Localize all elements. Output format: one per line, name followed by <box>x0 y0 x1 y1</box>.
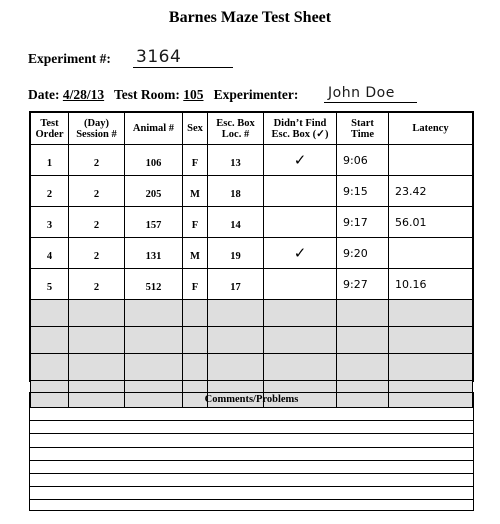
results-table <box>29 111 474 382</box>
cell-didnt-find[interactable] <box>264 176 337 207</box>
cell-animal: 205 <box>125 176 183 207</box>
blank-cell[interactable] <box>31 354 69 381</box>
comment-line <box>30 486 473 499</box>
header-test-order <box>31 113 69 145</box>
header-latency-line: Latency <box>412 123 449 134</box>
cell-didnt-find[interactable]: ✓ <box>264 145 337 176</box>
blank-cell[interactable] <box>183 300 208 327</box>
cell-start[interactable]: 9:27 <box>337 269 389 300</box>
table-row <box>31 269 473 300</box>
header-session-line: Session # <box>76 128 117 140</box>
header-latency <box>389 113 473 145</box>
session-info-line <box>28 87 298 103</box>
cell-session: 2 <box>69 238 125 269</box>
cell-didnt-find[interactable] <box>264 207 337 238</box>
cell-session: 2 <box>69 207 125 238</box>
cell-latency[interactable] <box>389 238 473 269</box>
cell-start[interactable]: 9:15 <box>337 176 389 207</box>
blank-cell[interactable] <box>389 327 473 354</box>
header-start-time-line: Time <box>350 128 375 140</box>
table-row <box>31 207 473 238</box>
cell-latency[interactable]: 23.42 <box>389 176 473 207</box>
comments-title: Comments/Problems <box>204 394 299 405</box>
header-start-time <box>337 113 389 145</box>
cell-animal: 157 <box>125 207 183 238</box>
header-esc-box-loc-line: Loc. # <box>221 128 250 140</box>
header-session-line: (Day) <box>83 117 110 129</box>
cell-latency[interactable]: 10.16 <box>389 269 473 300</box>
cell-sex: M <box>183 176 208 207</box>
experiment-number-field[interactable]: 3164 <box>133 47 233 68</box>
cell-start[interactable]: 9:20 <box>337 238 389 269</box>
blank-cell[interactable] <box>31 327 69 354</box>
blank-cell[interactable] <box>264 327 337 354</box>
blank-cell[interactable] <box>125 327 183 354</box>
blank-cell[interactable] <box>337 300 389 327</box>
cell-animal: 106 <box>125 145 183 176</box>
header-didnt-find-line: Esc. Box (✓) <box>271 128 329 140</box>
room-value[interactable]: 105 <box>183 87 204 102</box>
cell-session: 2 <box>69 145 125 176</box>
header-sex <box>183 113 208 145</box>
cell-session: 2 <box>69 176 125 207</box>
cell-latency[interactable]: 56.01 <box>389 207 473 238</box>
table-row <box>31 238 473 269</box>
header-esc-box-loc <box>208 113 264 145</box>
comment-line <box>30 499 473 512</box>
experimenter-field[interactable]: John Doe <box>324 84 417 103</box>
header-esc-box-loc-line: Esc. Box <box>216 117 255 129</box>
header-sex-line: Sex <box>187 123 203 134</box>
date-value[interactable]: 4/28/13 <box>62 87 105 102</box>
cell-sex: F <box>183 269 208 300</box>
table-row <box>31 145 473 176</box>
comment-line <box>30 433 473 446</box>
header-animal <box>125 113 183 145</box>
comment-line <box>30 473 473 486</box>
comment-line <box>30 407 473 420</box>
blank-cell[interactable] <box>208 300 264 327</box>
cell-didnt-find[interactable] <box>264 269 337 300</box>
cell-sex: F <box>183 145 208 176</box>
header-test-order-line: Order <box>35 128 64 140</box>
blank-cell[interactable] <box>389 354 473 381</box>
cell-didnt-find[interactable]: ✓ <box>264 238 337 269</box>
comments-box[interactable] <box>29 392 474 511</box>
blank-cell[interactable] <box>337 354 389 381</box>
blank-row <box>31 327 473 354</box>
page-title: Barnes Maze Test Sheet <box>168 9 332 26</box>
blank-cell[interactable] <box>69 354 125 381</box>
cell-animal: 131 <box>125 238 183 269</box>
cell-order: 2 <box>31 176 69 207</box>
blank-cell[interactable] <box>183 327 208 354</box>
header-didnt-find-line: Didn’t Find <box>273 117 327 129</box>
cell-session: 2 <box>69 269 125 300</box>
comment-line <box>30 420 473 433</box>
table-row <box>31 176 473 207</box>
cell-order: 3 <box>31 207 69 238</box>
blank-cell[interactable] <box>208 327 264 354</box>
cell-loc: 13 <box>208 145 264 176</box>
cell-animal: 512 <box>125 269 183 300</box>
cell-start[interactable]: 9:06 <box>337 145 389 176</box>
blank-cell[interactable] <box>208 354 264 381</box>
cell-loc: 14 <box>208 207 264 238</box>
experiment-label: Experiment #: <box>28 51 111 66</box>
header-start-time-line: Start <box>351 117 374 129</box>
blank-cell[interactable] <box>31 300 69 327</box>
header-session <box>69 113 125 145</box>
room-label: Test Room: <box>114 87 180 102</box>
comment-line <box>30 447 473 460</box>
cell-order: 4 <box>31 238 69 269</box>
cell-sex: F <box>183 207 208 238</box>
blank-cell[interactable] <box>125 354 183 381</box>
cell-latency[interactable] <box>389 145 473 176</box>
comment-line <box>30 460 473 473</box>
cell-order: 5 <box>31 269 69 300</box>
experimenter-label: Experimenter: <box>213 87 299 102</box>
table-body <box>31 145 473 408</box>
cell-loc: 18 <box>208 176 264 207</box>
blank-cell[interactable] <box>69 300 125 327</box>
blank-row <box>31 300 473 327</box>
cell-loc: 17 <box>208 269 264 300</box>
table-header-row <box>31 113 473 145</box>
date-label: Date: <box>28 87 60 102</box>
comment-lines <box>30 407 473 513</box>
cell-order: 1 <box>31 145 69 176</box>
header-animal-line: Animal # <box>132 123 175 134</box>
blank-cell[interactable] <box>125 300 183 327</box>
cell-loc: 19 <box>208 238 264 269</box>
header-test-order-line: Test <box>40 117 59 129</box>
blank-cell[interactable] <box>264 354 337 381</box>
cell-sex: M <box>183 238 208 269</box>
blank-cell[interactable] <box>69 327 125 354</box>
blank-row <box>31 354 473 381</box>
blank-cell[interactable] <box>389 300 473 327</box>
header-didnt-find <box>264 113 337 145</box>
blank-cell[interactable] <box>264 300 337 327</box>
blank-cell[interactable] <box>337 327 389 354</box>
cell-start[interactable]: 9:17 <box>337 207 389 238</box>
blank-cell[interactable] <box>183 354 208 381</box>
